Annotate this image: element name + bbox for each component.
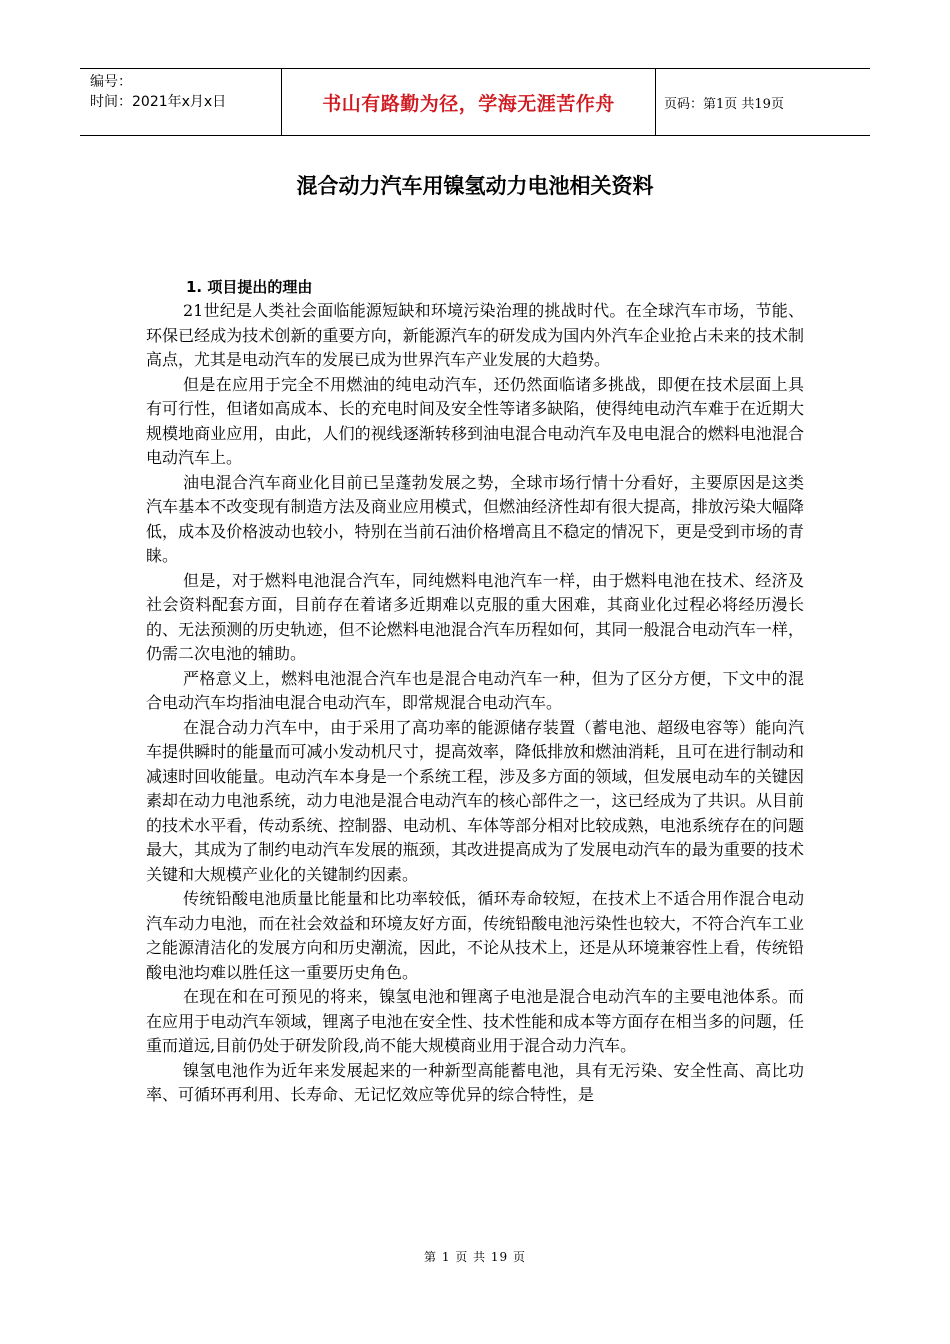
paragraph: 但是在应用于完全不用燃油的纯电动汽车，还仍然面临诸多挑战，即便在技术层面上具有可行性，但诸如高成本、长的充电时间及安全性等诸多缺陷，使得纯电动汽车难于在近期大规模地商业应用，由此，人们的视线逐渐转移到油电混合电动汽车及电电混合的燃料电池混合电动汽车上。: [146, 374, 804, 467]
paragraph: 在混合动力汽车中，由于采用了高功率的能源储存装置（蓄电池、超级电容等）能向汽车提供瞬时的能量而可减小发动机尺寸，提高效率，降低排放和燃油消耗，且可在进行制动和减速时回收能量。电动汽车本身是一个系统工程，涉及多方面的领域，但发展电动车的关键因素却在动力电池系统，动力电池是混合电动汽车的核心部件之一，这已经成为了共识。从目前的技术水平看，传动系统、控制器、电动机、车体等部分相对比较成熟，电池系统存在的问题最大，其成为了制约电动汽车发展的瓶颈，其改进提高成为了发展电动汽车的最为重要的技术关键和大规模产业化的关键制约因素。: [146, 717, 804, 884]
body-text: [146, 299, 804, 1108]
paragraph: 但是，对于燃料电池混合汽车，同纯燃料电池汽车一样，由于燃料电池在技术、经济及社会资料配套方面，目前存在着诸多近期难以克服的重大困难，其商业化过程必将经历漫长的、无法预测的历史轨迹，但不论燃料电池混合汽车历程如何，其同一般混合电动汽车一样，仍需二次电池的辅助。: [146, 570, 804, 663]
page-footer: 第 1 页 共 19 页: [424, 1250, 526, 1264]
header-page-info: [656, 69, 870, 135]
paragraph: 21世纪是人类社会面临能源短缺和环境污染治理的挑战时代。在全球汽车市场，节能、环保已经成为技术创新的重要方向，新能源汽车的研发成为国内外汽车企业抢占未来的技术制高点，尤其是电动汽车的发展已成为世界汽车产业发展的大趋势。: [146, 301, 804, 369]
paragraph: 严格意义上，燃料电池混合汽车也是混合电动汽车一种，但为了区分方便，下文中的混合电动汽车均指油电混合电动汽车，即常规混合电动汽车。: [146, 668, 804, 712]
header-motto-cell: [281, 69, 656, 135]
section-heading: 1. 项目提出的理由: [186, 278, 313, 296]
document-header: [80, 68, 870, 136]
paragraph: 油电混合汽车商业化目前已呈蓬勃发展之势，全球市场行情十分看好，主要原因是这类汽车基本不改变现有制造方法及商业应用模式，但燃油经济性却有很大提高，排放污染大幅降低，成本及价格波动也较小，特别在当前石油价格增高且不稳定的情况下，更是受到市场的青睐。: [146, 472, 804, 565]
header-meta: [80, 69, 281, 135]
code-label: 编号：: [90, 74, 132, 90]
motto-text: 书山有路勤为径，学海无涯苦作舟: [322, 92, 615, 115]
paragraph: 传统铅酸电池质量比能量和比功率较低，循环寿命较短，在技术上不适合用作混合电动汽车动力电池，而在社会效益和环境友好方面，传统铅酸电池污染性也较大，不符合汽车工业之能源清洁化的发展方向和历史潮流，因此，不论从技术上，还是从环境兼容性上看，传统铅酸电池均难以胜任这一重要历史角色。: [146, 889, 804, 982]
document-title: 混合动力汽车用镍氢动力电池相关资料: [296, 174, 654, 198]
date-label: 时间：2021年x月x日: [90, 94, 227, 110]
paragraph: 镍氢电池作为近年来发展起来的一种新型高能蓄电池，具有无污染、安全性高、高比功率、可循环再利用、长寿命、无记忆效应等优异的综合特性，是: [146, 1060, 804, 1104]
paragraph: 在现在和在可预见的将来，镍氢电池和锂离子电池是混合电动汽车的主要电池体系。而在应用于电动汽车领域，锂离子电池在安全性、技术性能和成本等方面存在相当多的问题，任重而道远,目前仍处于研发阶段,尚不能大规模商业用于混合动力汽车。: [146, 987, 804, 1055]
page-info-text: 页码：第1页 共19页: [664, 96, 784, 112]
